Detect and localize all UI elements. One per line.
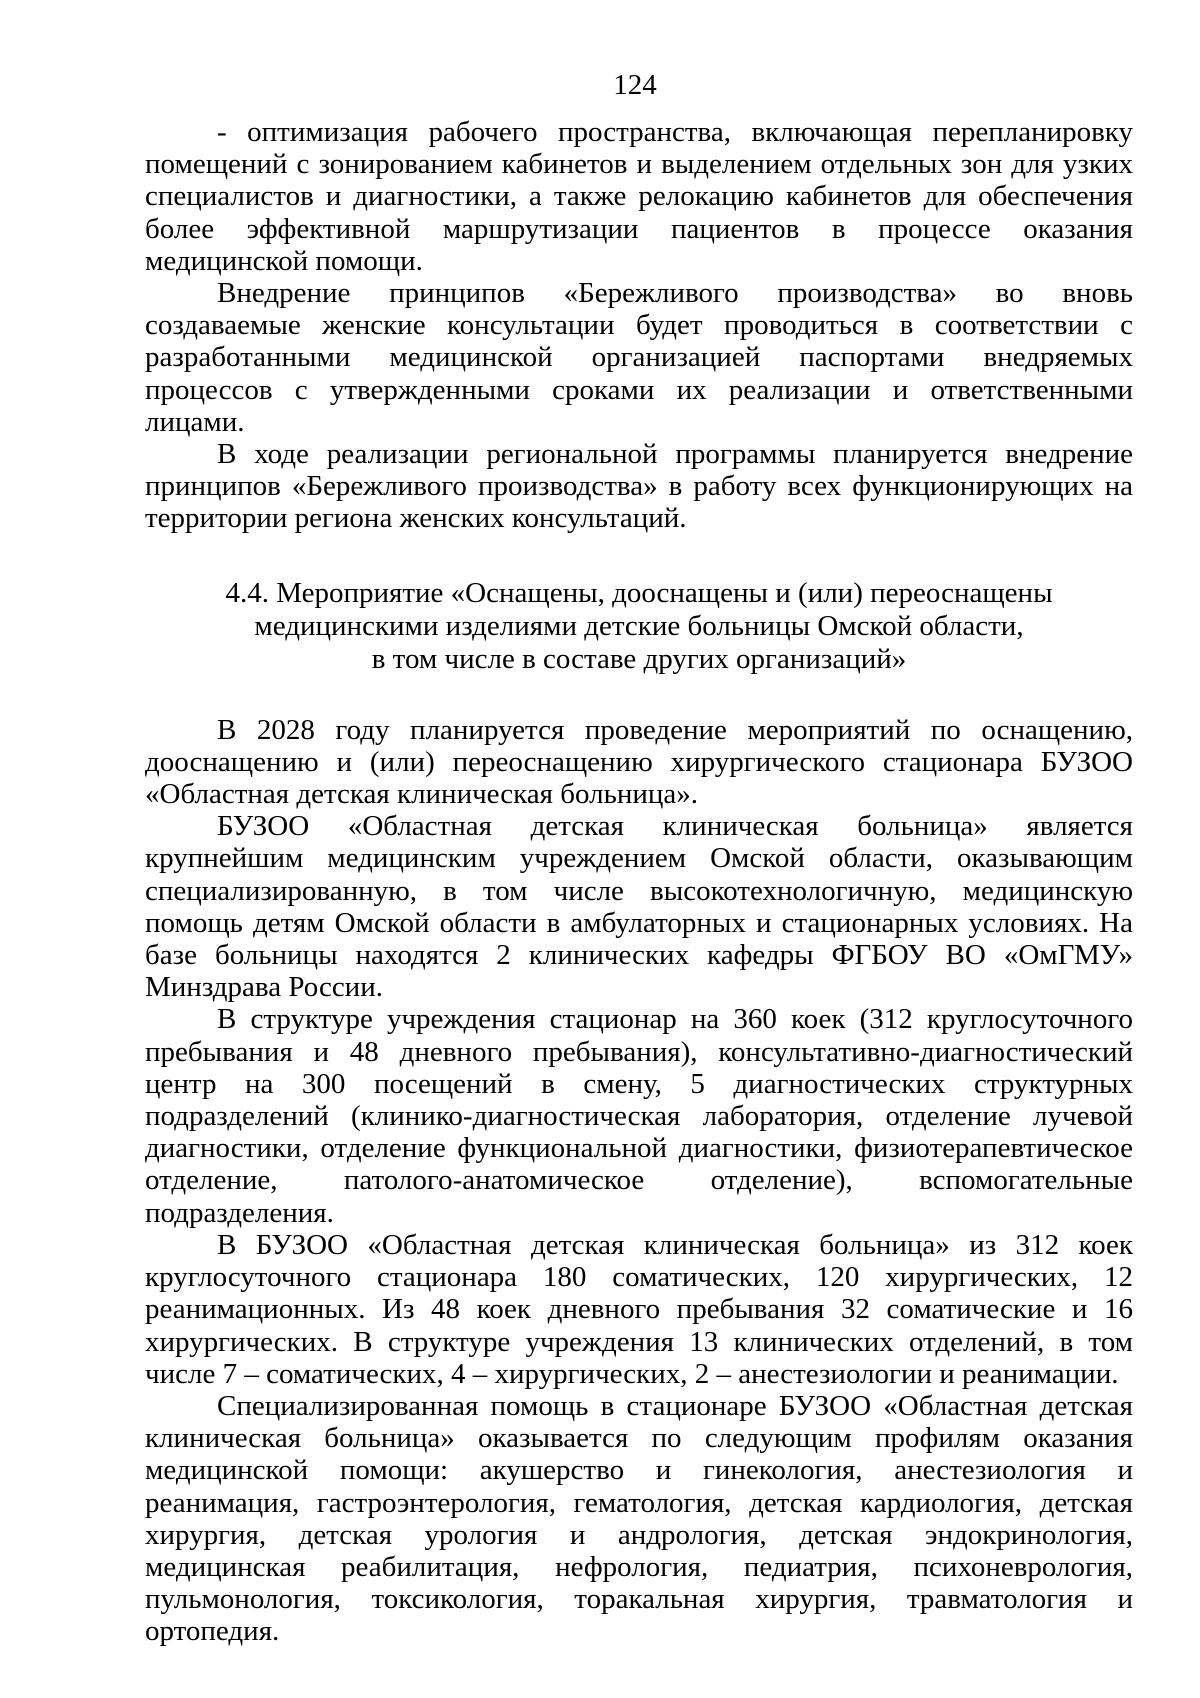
paragraph-lean-implementation: Внедрение принципов «Бережливого производства» во вновь создаваемые женские консультации будет проводиться в соответствии с разработанными медицинской организацией паспортами внедряемых процессов с утвержденными сроками их реализации и ответственными лицами. xyxy=(145,277,1133,438)
page-content xyxy=(145,116,1133,1648)
paragraph-specialized-care: Специализированная помощь в стационаре БУЗОО «Областная детская клиническая больница» оказывается по следующим профилям оказания медицинской помощи: акушерство и гинекология, анестезиология и реанимация, гастроэнтерология, гематология, детская кардиология, детская хирургия, детская урология и андрология, детская эндокринология, медицинская реабилитация, нефрология, педиатрия, психоневрология, пульмонология, токсикология, торакальная хирургия, травматология и ортопедия. xyxy=(145,1389,1133,1648)
paragraph-hospital-overview: БУЗОО «Областная детская клиническая больница» является крупнейшим медицинским учреждением Омской области, оказывающим специализированную, в том числе высокотехнологичную, медицинскую помощь детям Омской области в амбулаторных и стационарных условиях. На базе больницы находятся 2 клинических кафедры ФГБОУ ВО «ОмГМУ» Минздрава России. xyxy=(145,810,1133,1004)
section-heading-line-3: в том числе в составе других организаций» xyxy=(371,642,907,675)
paragraph-bed-capacity: В БУЗОО «Областная детская клиническая больница» из 312 коек круглосуточного стационара 180 соматических, 120 хирургических, 12 реанимационных. Из 48 коек дневного пребывания 32 соматические и 16 хирургических. В структуре учреждения 13 клинических отделений, в том числе 7 – соматических, 4 – хирургических, 2 – анестезиологии и реанимации. xyxy=(145,1228,1133,1390)
section-heading xyxy=(145,577,1133,676)
paragraph-regional-program: В ходе реализации региональной программы планируется внедрение принципов «Бережливого производства» в работу всех функционирующих на территории региона женских консультаций. xyxy=(145,438,1133,535)
section-heading-line-2: медицинскими изделиями детские больницы Омской области, xyxy=(254,609,1024,642)
paragraph-workspace-optimization: - оптимизация рабочего пространства, включающая перепланировку помещений с зонированием кабинетов и выделением отдельных зон для узких специалистов и диагностики, а также релокацию кабинетов для обеспечения более эффективной маршрутизации пациентов в процессе оказания медицинской помощи. xyxy=(145,116,1133,277)
page-number: 124 xyxy=(613,69,657,101)
section-heading-line-1: 4.4. Мероприятие «Оснащены, дооснащены и (или) переоснащены xyxy=(225,576,1053,609)
paragraph-hospital-structure: В структуре учреждения стационар на 360 коек (312 круглосуточного пребывания и 48 дневного пребывания), консультативно-диагностический центр на 300 посещений в смену, 5 диагностических структурных подразделений (клинико-диагностическая лаборатория, отделение лучевой диагностики, отделение функциональной диагностики, физиотерапевтическое отделение, патолого-анатомическое отделение), вспомогательные подразделения. xyxy=(145,1003,1133,1229)
paragraph-2028-plans: В 2028 году планируется проведение мероприятий по оснащению, дооснащению и (или) переоснащению хирургического стационара БУЗОО «Областная детская клиническая больница». xyxy=(145,713,1133,811)
